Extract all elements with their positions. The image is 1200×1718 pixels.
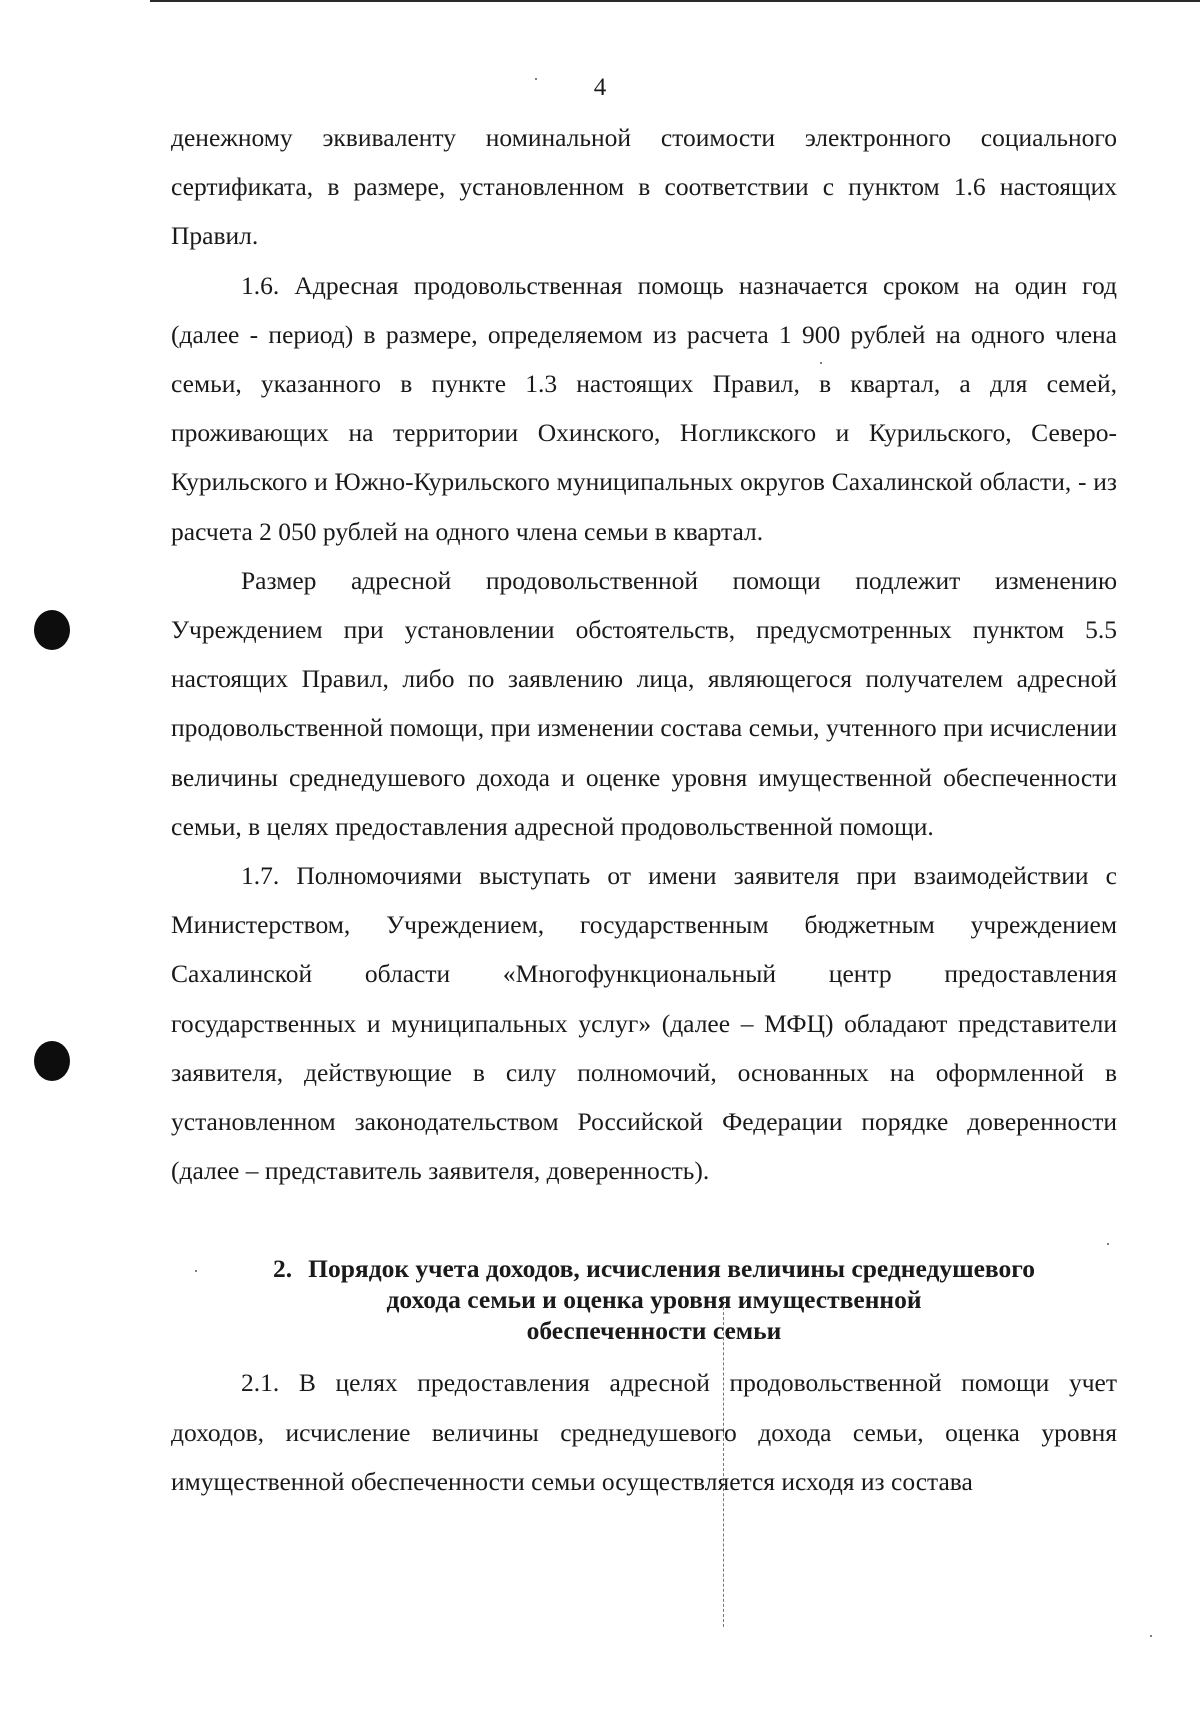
paragraph-2-1: 2.1. В целях предоставления адресной продовольственной помощи учет доходов, исчисление величины среднедушевого дохода семьи, оценка уровня имущественной обеспеченности семьи осуществляется исходя из состава bbox=[171, 1368, 1117, 1496]
paragraph-continuation: денежному эквиваленту номинальной стоимости электронного социального сертификата, в размере, установленном в соответствии с пунктом 1.6 настоящих Правил. bbox=[171, 123, 1117, 251]
document-body bbox=[171, 113, 1117, 1506]
section-heading bbox=[171, 1253, 1117, 1346]
scan-top-edge bbox=[150, 0, 1200, 2]
paragraph-1-7: 1.7. Полномочиями выступать от имени заявителя при взаимодействии с Министерством, Учреждением, государственным бюджетным учреждением Сахалинской области «Многофункциональный центр предоставления государственных и муниципальных услуг» (далее – МФЦ) обладают представители заявителя, действующие в силу полномочий, основанных на оформленной в установленном законодательством Российской Федерации порядке доверенности (далее – представитель заявителя, доверенность). bbox=[171, 861, 1117, 1186]
punch-hole-top bbox=[34, 610, 70, 650]
punch-hole-bottom bbox=[34, 1041, 70, 1081]
paragraph-1-6: 1.6. Адресная продовольственная помощь назначается сроком на один год (далее - период) в размере, определяемом из расчета 1 900 рублей на одного члена семьи, указанного в пункте 1.3 настоящих Правил, в квартал, а для семей, проживающих на территории Охинского, Ногликского и Курильского, Северо-Курильского и Южно-Курильского муниципальных округов Сахалинской области, - из расчета 2 050 рублей на одного члена семьи в квартал. bbox=[171, 270, 1117, 546]
section-heading-line-2: дохода семьи и оценка уровня имущественной bbox=[386, 1285, 922, 1315]
paragraph-assistance-amount-change: Размер адресной продовольственной помощи подлежит изменению Учреждением при установлении обстоятельств, предусмотренных пунктом 5.5 настоящих Правил, либо по заявлению лица, являющегося получателем адресной продовольственной помощи, при изменении состава семьи, учтенного при исчислении величины среднедушевого дохода и оценке уровня имущественной обеспеченности семьи, в целях предоставления адресной продовольственной помощи. bbox=[171, 565, 1117, 841]
section-heading-line-3: обеспеченности семьи bbox=[526, 1316, 782, 1346]
section-number: 2. bbox=[273, 1254, 293, 1284]
scan-speck bbox=[1150, 1635, 1152, 1637]
page-number: 4 bbox=[593, 74, 607, 101]
section-heading-line-1: Порядок учета доходов, исчисления величины среднедушевого bbox=[308, 1254, 1035, 1284]
